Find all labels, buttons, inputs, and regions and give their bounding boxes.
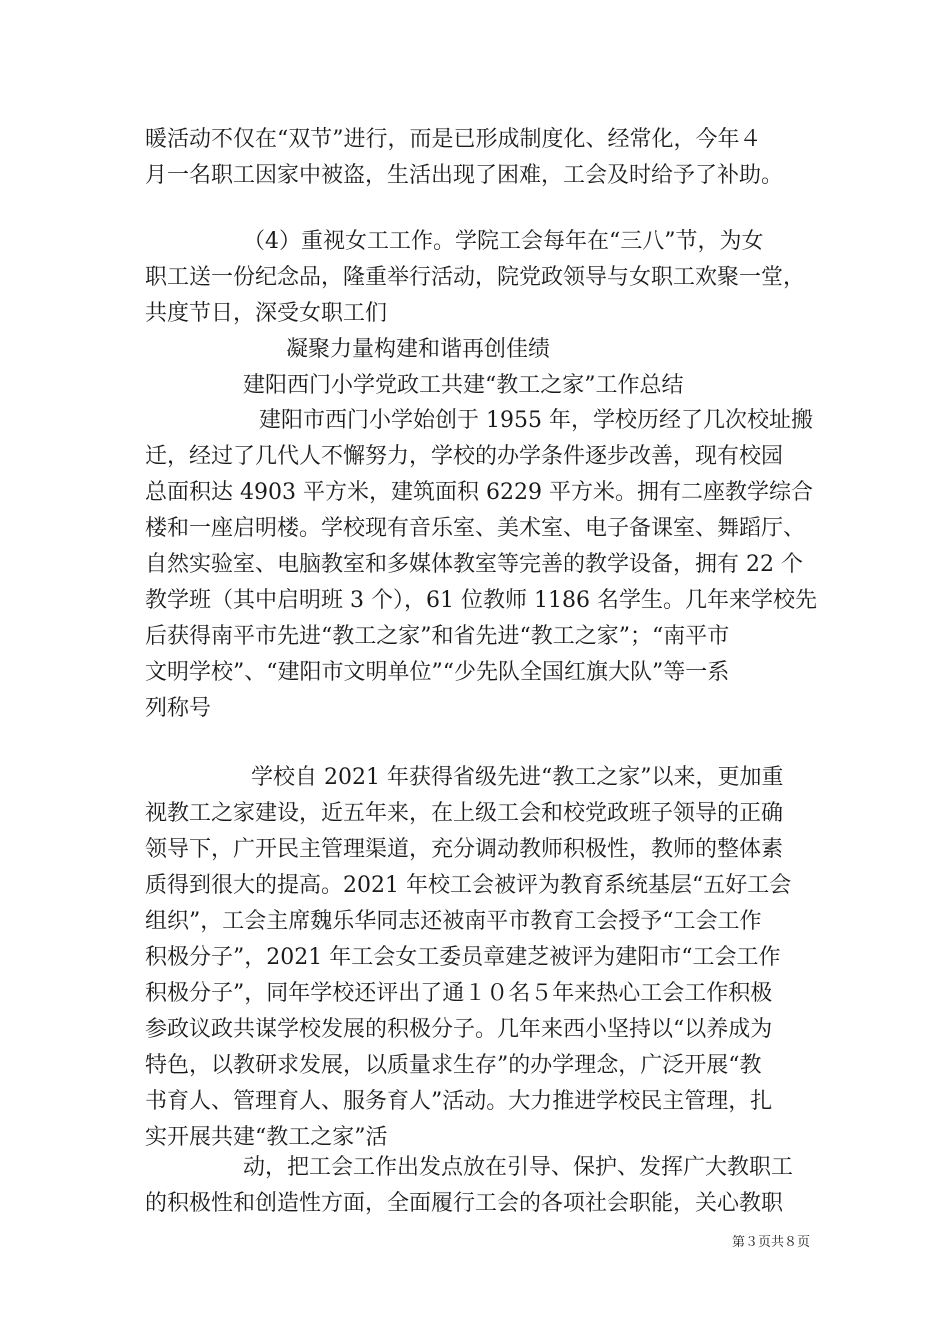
section-subtitle: 建阳西门小学党政工共建“教工之家”工作总结 (243, 373, 684, 398)
body-text-line: 书育人、管理育人、服务育人”活动。大力推进学校民主管理，扎 (145, 1089, 773, 1114)
body-text-line: 月一名职工因家中被盗，生活出现了困难，工会及时给予了补助。 (145, 163, 784, 188)
body-text-line: 实开展共建“教工之家”活 (145, 1125, 388, 1150)
body-text-line: 后获得南平市先进“教工之家”和省先进“教工之家”；“南平市 (145, 624, 730, 649)
paragraph-start-line: （4）重视女工工作。学院工会每年在“三八”节，为女 (243, 229, 764, 254)
body-text-line: 特色，以教研求发展，以质量求生存”的办学理念，广泛开展“教 (145, 1053, 762, 1078)
body-text-line: 领导下，广开民主管理渠道，充分调动教师积极性，教师的整体素 (145, 837, 784, 862)
body-text-line: 共度节日，深受女职工们 (145, 301, 388, 326)
body-text-line: 楼和一座启明楼。学校现有音乐室、美术室、电子备课室、舞蹈厅、 (145, 516, 806, 541)
body-text-line: 文明学校”、“建阳市文明单位”“少先队全国红旗大队”等一系 (145, 660, 730, 685)
paragraph-start-line: 建阳市西门小学始创于 1955 年，学校历经了几次校址搬 (259, 408, 813, 433)
body-text-line: 视教工之家建设，近五年来，在上级工会和校党政班子领导的正确 (145, 801, 784, 826)
paragraph-start-line: 动，把工会工作出发点放在引导、保护、发挥广大教职工 (243, 1155, 794, 1180)
body-text-line: 质得到很大的提高。2021 年校工会被评为教育系统基层“五好工会 (145, 873, 792, 898)
body-text-line: 总面积达 4903 平方米，建筑面积 6229 平方米。拥有二座教学综合 (145, 480, 813, 505)
body-text-line: 参政议政共谋学校发展的积极分子。几年来西小坚持以“以养成为 (145, 1017, 773, 1042)
body-text-line: 暖活动不仅在“双节”进行，而是已形成制度化、经常化，今年４ (145, 127, 762, 152)
body-text-line: 迁，经过了几代人不懈努力，学校的办学条件逐步改善，现有校园 (145, 444, 784, 469)
body-text-line: 列称号 (145, 696, 212, 721)
body-text-line: 自然实验室、电脑教室和多媒体教室等完善的教学设备，拥有 22 个 (145, 552, 803, 577)
section-title: 凝聚力量构建和谐再创佳绩 (286, 337, 551, 362)
body-text-line: 积极分子”，同年学校还评出了通１０名５年来热心工会工作积极 (145, 981, 773, 1006)
body-text-line: 的积极性和创造性方面，全面履行工会的各项社会职能，关心教职 (145, 1191, 784, 1216)
paragraph-start-line: 学校自 2021 年获得省级先进“教工之家”以来，更加重 (251, 765, 784, 790)
body-text-line: 职工送一份纪念品，隆重举行活动，院党政领导与女职工欢聚一堂， (145, 265, 806, 290)
page-number: 第３页共８页 (731, 1235, 810, 1250)
body-text-line: 教学班（其中启明班 3 个），61 位教师 1186 名学生。几年来学校先 (145, 588, 817, 613)
body-text-line: 积极分子”，2021 年工会女工委员章建芝被评为建阳市“工会工作 (145, 945, 781, 970)
body-text-line: 组织”，工会主席魏乐华同志还被南平市教育工会授予“工会工作 (145, 909, 762, 934)
